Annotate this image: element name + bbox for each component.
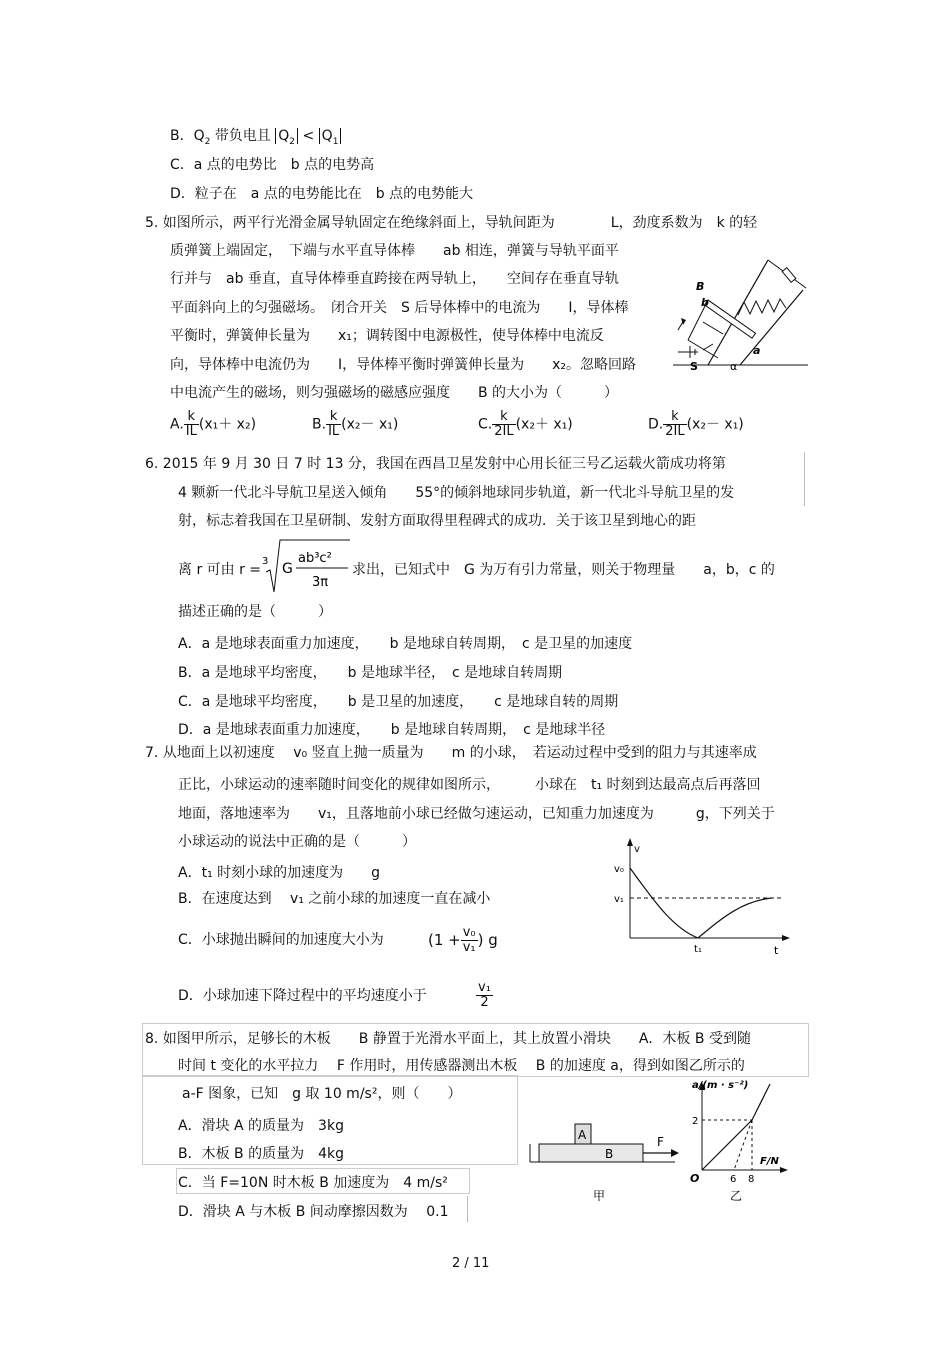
q5-stem-line-3: 行并与 ab 垂直，直导体棒垂直跨接在两导轨上， 空间存在垂直导轨 [170,271,619,287]
q4-option-b: B．$Q_2$ 带负电且 $Q_2 < Q_1$ [170,127,341,151]
q5-option-b: B. $\frac{k}{IL}$ (x₂－ x₁) [312,409,399,439]
q6-stem-end: 描述正确的是（ ） [178,604,332,620]
q7-option-b: B．在速度达到 v₁ 之前小球的加速度一直在减小 [178,891,491,907]
q5-stem-line-7: 中电流产生的磁场，则匀强磁场的磁感应强度 B 的大小为（ ） [170,385,619,401]
q8-jia-force-F: F [657,1135,664,1149]
q7-option-d-pre: D．小球加速下降过程中的平均速度小于 [178,988,427,1004]
q7-option-d-expr: $\frac{\text{v₁}}{2}$ [478,980,491,1010]
q8-stem-line-1: 8. 如图甲所示，足够长的木板 B 静置于光滑水平面上，其上放置小滑块 A．木板 B 受到随 [145,1031,751,1047]
q8-option-c: C．当 F=10N 时木板 B 加速度为 4 m/s² [178,1175,448,1191]
q8-figure-jia [525,1118,685,1210]
q7-option-a: A．t₁ 时刻小球的加速度为 g [178,865,381,881]
q8-yi-y-axis-label: a/(m · s⁻²) [692,1080,749,1091]
q5-fig-label-alpha: α [730,360,738,373]
q6-formula-G: G [282,561,293,577]
q6-stem-line-3: 射，标志着我国在卫星研制、发射方面取得里程碑式的成功．关于该卫星到地心的距 [178,513,696,529]
q5-stem-line-2: 质弹簧上端固定， 下端与水平直导体棒 ab 相连，弹簧与导轨平面平 [170,243,619,259]
q7-stem-line-4: 小球运动的说法中正确的是（ ） [178,834,416,850]
q7-option-c-pre: C．小球抛出瞬间的加速度大小为 [178,932,384,948]
q8-jia-board-B: B [605,1147,614,1161]
q7-graph-v-label: v [634,844,640,855]
q7-graph-v0-label: v₀ [614,864,624,875]
q7-stem-line-2: 正比，小球运动的速率随时间变化的规律如图所示， 小球在 t₁ 时刻到达最高点后再落回 [178,777,761,793]
q8-stem-line-3: a-F 图象，已知 g 取 10 m/s²，则（ ） [182,1086,462,1102]
q8-option-d: D．滑块 A 与木板 B 间动摩擦因数为 0.1 [178,1204,449,1220]
q8-margin-rule [467,1196,468,1222]
q6-root-index: 3 [262,556,269,567]
q8-yi-tick-8: 8 [748,1174,755,1185]
q5-option-a: A. $\frac{k}{IL}$ (x₁＋ x₂) [170,409,257,439]
q8-yi-caption: 乙 [730,1189,743,1203]
q5-fig-label-B: B [696,280,705,293]
q7-stem-line-1: 7. 从地面上以初速度 v₀ 竖直上抛一质量为 m 的小球， 若运动过程中受到的阻力与其速率成 [145,745,757,761]
page-number: 2 / 11 [452,1256,490,1271]
q5-fig-label-S: S [690,360,698,373]
q6-formula-post: 求出，已知式中 G 为万有引力常量，则关于物理量 a，b，c 的 [352,562,775,578]
q6-option-c: C．a 是地球平均密度， b 是卫星的加速度， c 是地球自转的周期 [178,694,619,710]
q7-option-c-expr: (1 + $\frac{\text{v₀}}{\text{v₁}}$ ) g [428,925,498,955]
q8-yi-tick-6: 6 [730,1174,737,1185]
q5-fig-label-a: a [753,344,761,357]
q8-option-a: A．滑块 A 的质量为 3kg [178,1118,344,1134]
q8-option-b: B．木板 B 的质量为 4kg [178,1146,345,1162]
q6-stem-line-2: 4 颗新一代北斗导航卫星送入倾角 55°的倾斜地球同步轨道，新一代北斗导航卫星的发 [178,485,735,501]
q7-graph-v1-label: v₁ [614,894,624,905]
q7-vt-graph [612,838,792,960]
q5-stem-line-1: 5. 如图所示，两平行光滑金属导轨固定在绝缘斜面上，导轨间距为 L，劲度系数为 k 的轻 [145,215,758,231]
q4-option-d: D．粒子在 a 点的电势能比在 b 点的电势能大 [170,186,474,202]
q7-stem-line-3: 地面，落地速率为 v₁，且落地前小球已经做匀速运动，已知重力加速度为 g，下列关于 [178,806,775,822]
q8-yi-origin: O [690,1172,700,1185]
q8-figure-yi [682,1078,797,1208]
q5-stem-line-5: 平衡时，弹簧伸长量为 x₁；调转图中电源极性，使导体棒中电流反 [170,328,604,344]
q5-stem-line-6: 向，导体棒中电流仍为 I，导体棒平衡时弹簧伸长量为 x₂。忽略回路 [170,357,637,373]
q8-jia-caption: 甲 [593,1189,606,1203]
q6-option-a: A．a 是地球表面重力加速度， b 是地球自转周期， c 是卫星的加速度 [178,636,633,652]
q8-jia-block-A: A [578,1128,587,1142]
q6-margin-rule [804,452,805,506]
q6-cube-root-formula [262,538,352,596]
q6-option-d: D．a 是地球表面重力加速度， b 是地球自转周期， c 是地球半径 [178,722,606,738]
q8-yi-x-axis-label: F/N [760,1156,779,1167]
q4-option-c: C．a 点的电势比 b 点的电势高 [170,157,375,173]
q6-formula-pre: 离 r 可由 r = [178,562,262,578]
q6-formula-numerator: ab³c² [298,551,332,566]
q6-stem-line-1: 6. 2015 年 9 月 30 日 7 时 13 分，我国在西昌卫星发射中心用长征三号乙运载火箭成功将第 [145,456,726,472]
q8-yi-tick-2: 2 [692,1116,699,1127]
q7-graph-t-label: t [774,944,779,957]
q6-formula-denominator: 3π [312,575,329,590]
q5-stem-line-4: 平面斜向上的匀强磁场。 闭合开关 S 后导体棒中的电流为 I，导体棒 [170,300,629,316]
q8-stem-line-2: 时间 t 变化的水平拉力 F 作用时，用传感器测出木板 B 的加速度 a，得到如图乙所示的 [178,1058,745,1074]
q5-option-c: C. $\frac{k}{2IL}$ (x₂＋ x₁) [478,409,573,439]
q5-fig-label-b: b [701,296,709,309]
q7-graph-t1-label: t₁ [694,944,702,955]
q5-rail-figure [668,240,813,375]
q5-option-d: D. $\frac{k}{2IL}$ (x₂－ x₁) [648,409,744,439]
q6-option-b: B．a 是地球平均密度， b 是地球半径， c 是地球自转周期 [178,665,563,681]
